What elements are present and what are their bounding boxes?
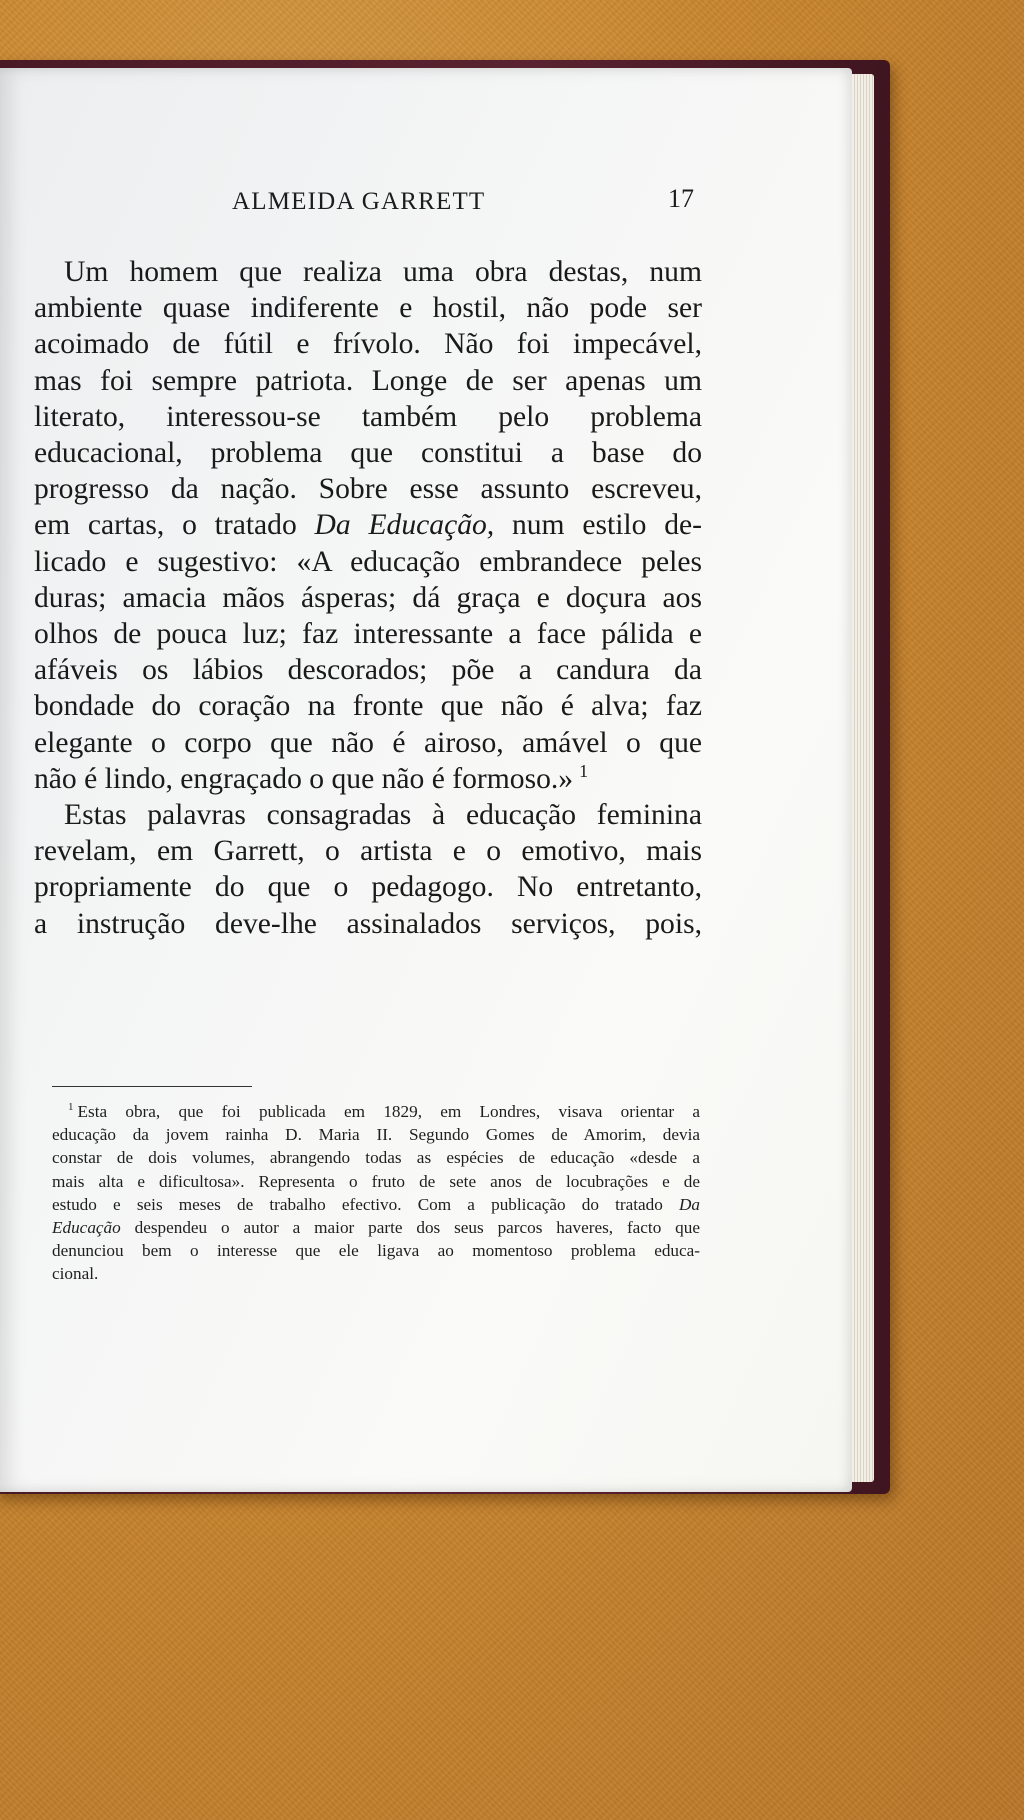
line-prefix: em cartas, o tratado — [34, 509, 315, 542]
text-line: acoimado de fútil e frívolo. Não foi impecável, — [34, 328, 702, 361]
footnote-line — [52, 1100, 700, 1123]
text-line: revelam, em Garrett, o artista e o emotivo, mais — [34, 835, 702, 868]
footnote-text: despendeu o autor a maior parte dos seus parcos haveres, facto que — [134, 1218, 700, 1238]
page-header — [0, 184, 852, 228]
footnote-line: constar de dois volumes, abrangendo todas as espécies de educação «desde a — [52, 1148, 700, 1168]
footnote-line — [52, 1216, 700, 1239]
text-line: Um homem que realiza uma obra destas, num — [64, 256, 702, 288]
text-line: educacional, problema que constitui a base do — [34, 437, 702, 470]
footnote-line: educação da jovem rainha D. Maria II. Segundo Gomes de Amorim, devia — [52, 1125, 700, 1145]
text-line: elegante o corpo que não é airoso, amável o que — [34, 726, 702, 759]
footnote-reference: 1 — [579, 760, 589, 781]
footnote-line: cional. — [52, 1264, 99, 1284]
text-line: propriamente do que o pedagogo. No entretanto, — [34, 871, 702, 904]
text-line: olhos de pouca luz; faz interessante a face pálida e — [34, 618, 702, 651]
book-title-italic: Da — [679, 1194, 701, 1214]
text-line-with-note — [34, 761, 702, 797]
footnote-rule — [52, 1086, 252, 1087]
footnote-text: Esta obra, que foi publicada em 1829, em Londres, visava orientar a — [77, 1102, 700, 1121]
footnote-line — [52, 1193, 700, 1216]
text-line: licado e sugestivo: «A educação embrandece peles — [34, 545, 702, 578]
text-line: bondade do coração na fronte que não é alva; faz — [34, 690, 702, 723]
footnote-line: mais alta e dificultosa». Representa o fruto de sete anos de locubrações e de — [52, 1171, 700, 1191]
text-line: Estas palavras consagradas à educação feminina — [64, 799, 702, 832]
footnote — [52, 1100, 700, 1286]
line-suffix: num estilo de- — [494, 509, 702, 542]
text-line: a instrução deve-lhe assinalados serviços, pois, — [34, 907, 702, 940]
footnote-text: estudo e seis meses de trabalho efectivo. Com a publicação do tratado — [52, 1194, 663, 1214]
text-line: afáveis os lábios descorados; põe a candura da — [34, 654, 702, 687]
page-number: 17 — [668, 184, 694, 213]
text-line: literato, interessou-se também pelo problema — [34, 400, 702, 433]
footnote-mark: 1 — [68, 1101, 74, 1114]
running-head: ALMEIDA GARRETT — [232, 188, 486, 215]
text-line: mas foi sempre patriota. Longe de ser apenas um — [34, 364, 702, 397]
text-line-with-title — [34, 507, 702, 543]
footnote-line: denunciou bem o interesse que ele ligava ao momentoso problema educa- — [52, 1241, 700, 1261]
text-line: ambiente quase indiferente e hostil, não pode ser — [34, 292, 702, 325]
book-page — [0, 68, 852, 1492]
body-text — [34, 254, 702, 942]
text-line: não é lindo, engraçado o que não é formoso.» — [34, 762, 574, 795]
book-title-italic: Educação — [52, 1218, 121, 1238]
text-line: progresso da nação. Sobre esse assunto escreveu, — [34, 473, 702, 506]
text-line: duras; amacia mãos ásperas; dá graça e doçura aos — [34, 581, 702, 614]
book-title-italic: Da Educação, — [314, 509, 495, 542]
